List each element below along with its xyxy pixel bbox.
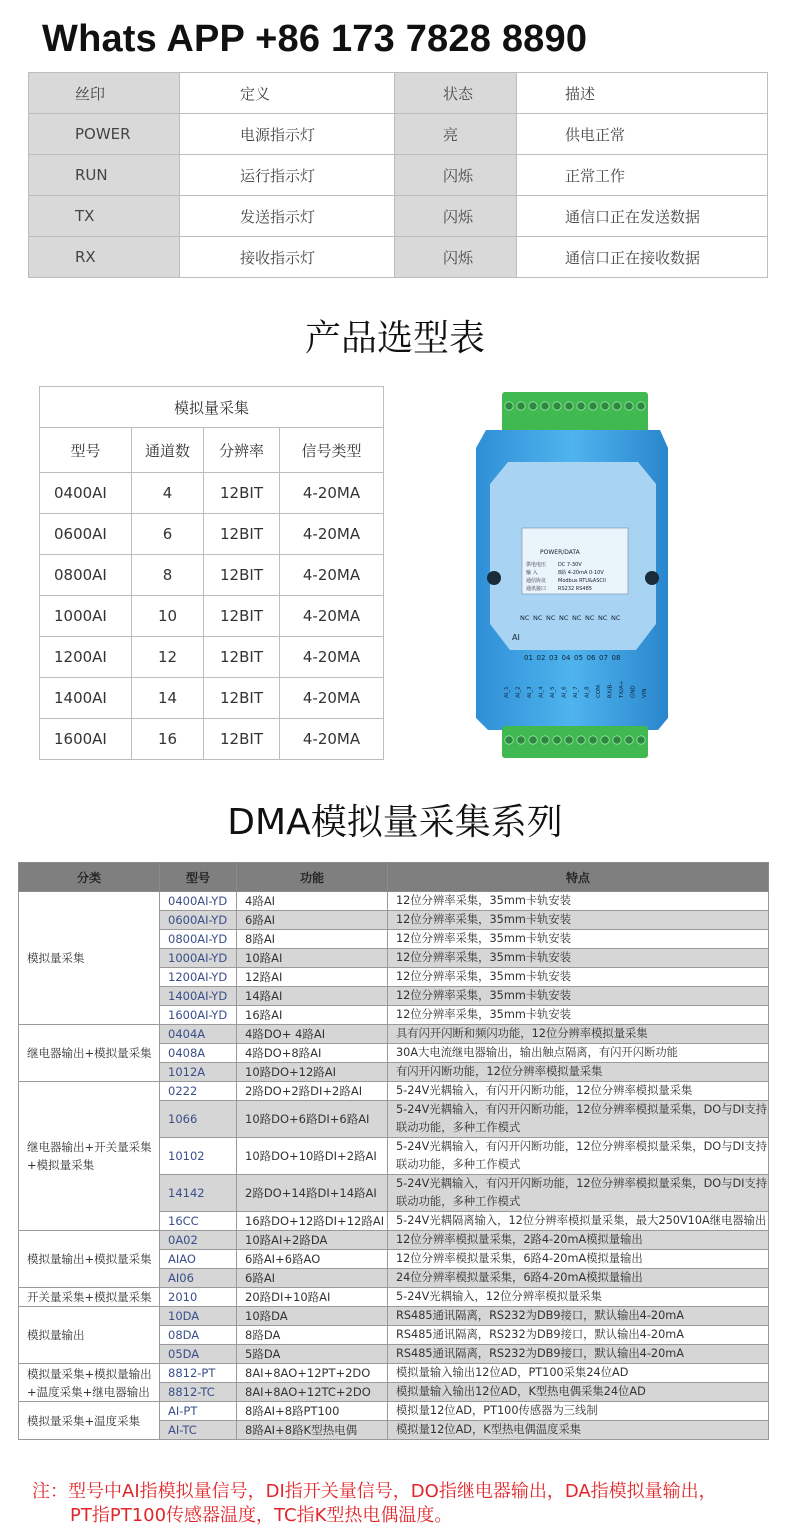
- series-model: 0404A: [160, 1025, 237, 1044]
- panel-led-label: NC: [546, 614, 556, 622]
- selection-cell: 1600AI: [40, 719, 132, 760]
- series-category: 继电器输出+模拟量采集: [19, 1025, 160, 1082]
- bottom-terminal-label: AI_3: [527, 686, 533, 698]
- series-feature: 12位分辨率模拟量采集，6路4-20mA模拟量输出: [388, 1250, 769, 1269]
- led-cell: 丝印: [29, 73, 180, 114]
- series-model: 16CC: [160, 1212, 237, 1231]
- selection-header-row: [40, 428, 384, 473]
- series-feature: 模拟量输入输出12位AD，K型热电偶采集24位AD: [388, 1383, 769, 1402]
- panel-led-label: NC: [598, 614, 608, 622]
- bottom-terminal-label: GND: [630, 685, 637, 698]
- led-cell: 状态: [395, 73, 517, 114]
- series-feature: 模拟量12位AD，K型热电偶温度采集: [388, 1421, 769, 1440]
- series-feature: 12位分辨率采集，35mm卡轨安装: [388, 911, 769, 930]
- selection-cell: 12BIT: [204, 596, 280, 637]
- selection-row: [40, 514, 384, 555]
- selection-row: [40, 555, 384, 596]
- selection-cell: 12BIT: [204, 678, 280, 719]
- channel-label: 02: [536, 654, 546, 662]
- terminal-screw: [553, 736, 561, 744]
- led-cell: 接收指示灯: [180, 237, 395, 278]
- channel-label: 01: [524, 654, 533, 662]
- series-category: 模拟量采集: [19, 892, 160, 1025]
- selection-cell: 14: [132, 678, 204, 719]
- terminal-screw: [613, 736, 621, 744]
- series-model: 10DA: [160, 1307, 237, 1326]
- terminal-screw: [601, 736, 609, 744]
- series-function: 16路DO+12路DI+12路AI: [237, 1212, 388, 1231]
- series-function: 4路DO+ 4路AI: [237, 1025, 388, 1044]
- selection-cell: 4-20MA: [280, 514, 384, 555]
- series-model: 1400AI-YD: [160, 987, 237, 1006]
- bottom-terminal-label: AI_1: [504, 686, 510, 698]
- terminal-screw: [565, 736, 573, 744]
- terminal-screw: [637, 736, 645, 744]
- led-cell: 闪烁: [395, 196, 517, 237]
- series-model: 8812-TC: [160, 1383, 237, 1402]
- bottom-terminal-label: AI_7: [573, 686, 579, 698]
- series-feature: 5-24V光耦输入，12位分辨率模拟量采集: [388, 1288, 769, 1307]
- series-function: 2路DO+2路DI+2路AI: [237, 1082, 388, 1101]
- selection-table: [39, 386, 384, 760]
- series-function: 8AI+8AO+12PT+2DO: [237, 1364, 388, 1383]
- series-model: 08DA: [160, 1326, 237, 1345]
- series-function: 6路AI+6路AO: [237, 1250, 388, 1269]
- series-function: 10路DO+12路AI: [237, 1063, 388, 1082]
- terminal-screw: [517, 736, 525, 744]
- series-model: AI-PT: [160, 1402, 237, 1421]
- selection-cell: 6: [132, 514, 204, 555]
- series-model: AI-TC: [160, 1421, 237, 1440]
- spec-value: RS232 RS485: [558, 586, 592, 592]
- spec-label: [522, 528, 628, 594]
- selection-cell: 0400AI: [40, 473, 132, 514]
- spec-key: 通信协议: [526, 578, 547, 584]
- channel-label: 04: [561, 654, 571, 662]
- series-feature: RS485通讯隔离，RS232为DB9接口，默认输出4-20mA: [388, 1345, 769, 1364]
- selection-header-cell: 型号: [40, 428, 132, 473]
- series-model: 0222: [160, 1082, 237, 1101]
- selection-cell: 4-20MA: [280, 719, 384, 760]
- series-function: 10路DO+6路DI+6路AI: [237, 1101, 388, 1138]
- terminal-screw: [505, 402, 513, 410]
- spec-value: DC 7-30V: [558, 562, 582, 568]
- selection-row: [40, 596, 384, 637]
- series-model: 1012A: [160, 1063, 237, 1082]
- series-feature: RS485通讯隔离，RS232为DB9接口，默认输出4-20mA: [388, 1326, 769, 1345]
- spec-value: 8路 4-20mA 0-10V: [558, 570, 604, 576]
- whatsapp-banner: Whats APP +86 173 7828 8890: [42, 18, 588, 60]
- series-feature: 12位分辨率采集，35mm卡轨安装: [388, 892, 769, 911]
- series-model: 2010: [160, 1288, 237, 1307]
- footnote-line-1: 注：型号中AI指模拟量信号，DI指开关量信号，DO指继电器输出，DA指模拟量输出，: [32, 1481, 717, 1502]
- series-feature: 30A大电流继电器输出，输出触点隔离，有闪开闪断功能: [388, 1044, 769, 1063]
- series-function: 2路DO+14路DI+14路AI: [237, 1175, 388, 1212]
- mount-screw-right: [645, 571, 659, 585]
- series-model: 10102: [160, 1138, 237, 1175]
- bottom-terminal-label: AI_5: [550, 686, 556, 698]
- series-header-cell: 特点: [388, 863, 769, 892]
- led-row: [29, 196, 768, 237]
- series-function: 8路DA: [237, 1326, 388, 1345]
- series-row: [19, 892, 769, 911]
- terminal-screw: [613, 402, 621, 410]
- panel-led-label: NC: [520, 614, 530, 622]
- selection-header-cell: 信号类型: [280, 428, 384, 473]
- product-image: [468, 388, 676, 760]
- series-header-cell: 型号: [160, 863, 237, 892]
- selection-cell: 12BIT: [204, 514, 280, 555]
- channel-label: 08: [611, 654, 621, 662]
- series-function: 8路AI+8路PT100: [237, 1402, 388, 1421]
- selection-cell: 12BIT: [204, 637, 280, 678]
- spec-key: 输 入: [526, 570, 538, 576]
- series-header-cell: 分类: [19, 863, 160, 892]
- series-function: 5路DA: [237, 1345, 388, 1364]
- series-function: 4路AI: [237, 892, 388, 911]
- selection-cell: 4-20MA: [280, 637, 384, 678]
- led-header-row: [29, 73, 768, 114]
- series-function: 10路DO+10路DI+2路AI: [237, 1138, 388, 1175]
- series-feature: 5-24V光耦隔离输入，12位分辨率模拟量采集，最大250V10A继电器输出: [388, 1212, 769, 1231]
- selection-cell: 4-20MA: [280, 596, 384, 637]
- selection-cell: 4-20MA: [280, 678, 384, 719]
- series-row: [19, 1307, 769, 1326]
- led-cell: 发送指示灯: [180, 196, 395, 237]
- series-function: 6路AI: [237, 911, 388, 930]
- series-model: 1200AI-YD: [160, 968, 237, 987]
- series-feature: 12位分辨率采集，35mm卡轨安装: [388, 1006, 769, 1025]
- panel-led-label: NC: [533, 614, 543, 622]
- terminal-screw: [625, 402, 633, 410]
- selection-header-cell: 通道数: [132, 428, 204, 473]
- series-feature: 12位分辨率采集，35mm卡轨安装: [388, 987, 769, 1006]
- series-function: 8路AI+8路K型热电偶: [237, 1421, 388, 1440]
- selection-title: 产品选型表: [304, 318, 485, 359]
- series-row: [19, 1025, 769, 1044]
- terminal-screw: [517, 402, 525, 410]
- led-cell: 闪烁: [395, 237, 517, 278]
- selection-row: [40, 678, 384, 719]
- selection-cell: 4-20MA: [280, 473, 384, 514]
- series-function: 20路DI+10路AI: [237, 1288, 388, 1307]
- spec-key: 通讯接口: [526, 586, 547, 592]
- selection-cell: 8: [132, 555, 204, 596]
- led-cell: 闪烁: [395, 155, 517, 196]
- series-feature: 5-24V光耦输入，有闪开闪断功能，12位分辨率模拟量采集，DO与DI支持联动功能，多种工作模式: [388, 1175, 769, 1212]
- selection-cell: 0600AI: [40, 514, 132, 555]
- series-function: 10路AI: [237, 949, 388, 968]
- series-header-cell: 功能: [237, 863, 388, 892]
- selection-cell: 4-20MA: [280, 555, 384, 596]
- series-model: 0400AI-YD: [160, 892, 237, 911]
- channel-label: 06: [586, 654, 596, 662]
- series-feature: 12位分辨率采集，35mm卡轨安装: [388, 930, 769, 949]
- bottom-terminal-label: COM: [596, 685, 602, 698]
- series-function: 4路DO+8路AI: [237, 1044, 388, 1063]
- series-feature: 24位分辨率模拟量采集，6路4-20mA模拟量输出: [388, 1269, 769, 1288]
- led-cell: 通信口正在发送数据: [517, 196, 768, 237]
- footnote: [32, 1480, 772, 1528]
- spec-key: 供电电压: [526, 562, 547, 568]
- series-table: [18, 862, 769, 1440]
- series-model: 0A02: [160, 1231, 237, 1250]
- terminal-screw: [541, 736, 549, 744]
- terminal-screw: [529, 736, 537, 744]
- led-cell: RX: [29, 237, 180, 278]
- series-category: 模拟量输出: [19, 1307, 160, 1364]
- led-indicator-table: [28, 72, 768, 278]
- series-function: 14路AI: [237, 987, 388, 1006]
- terminal-screw: [553, 402, 561, 410]
- selection-row: [40, 637, 384, 678]
- selection-cell: 10: [132, 596, 204, 637]
- selection-cell: 16: [132, 719, 204, 760]
- terminal-screw: [589, 736, 597, 744]
- series-model: 0800AI-YD: [160, 930, 237, 949]
- led-cell: 通信口正在接收数据: [517, 237, 768, 278]
- series-feature: 5-24V光耦输入，有闪开闪断功能，12位分辨率模拟量采集，DO与DI支持联动功能，多种工作模式: [388, 1138, 769, 1175]
- selection-cell: 12BIT: [204, 473, 280, 514]
- terminal-screw: [625, 736, 633, 744]
- led-cell: TX: [29, 196, 180, 237]
- series-category: 开关量采集+模拟量采集: [19, 1288, 160, 1307]
- mount-screw-left: [487, 571, 501, 585]
- terminal-screw: [505, 736, 513, 744]
- series-category: 模拟量采集+模拟量输出+温度采集+继电器输出: [19, 1364, 160, 1402]
- series-model: 8812-PT: [160, 1364, 237, 1383]
- selection-row: [40, 473, 384, 514]
- channel-label: 05: [574, 654, 583, 662]
- series-feature: 具有闪开闪断和频闪功能，12位分辨率模拟量采集: [388, 1025, 769, 1044]
- led-cell: 运行指示灯: [180, 155, 395, 196]
- ai-label: AI: [512, 633, 520, 642]
- led-cell: 电源指示灯: [180, 114, 395, 155]
- series-feature: RS485通讯隔离，RS232为DB9接口，默认输出4-20mA: [388, 1307, 769, 1326]
- bottom-terminal-label: AI_4: [538, 686, 545, 698]
- led-cell: 描述: [517, 73, 768, 114]
- series-function: 10路DA: [237, 1307, 388, 1326]
- series-function: 8AI+8AO+12TC+2DO: [237, 1383, 388, 1402]
- channel-label: 03: [549, 654, 558, 662]
- series-function: 12路AI: [237, 968, 388, 987]
- series-category: 继电器输出+开关量采集+模拟量采集: [19, 1082, 160, 1231]
- selection-cell: 1200AI: [40, 637, 132, 678]
- led-cell: 定义: [180, 73, 395, 114]
- terminal-screw: [541, 402, 549, 410]
- terminal-screw: [577, 736, 585, 744]
- terminal-screw: [637, 402, 645, 410]
- series-model: 1000AI-YD: [160, 949, 237, 968]
- series-feature: 有闪开闪断功能，12位分辨率模拟量采集: [388, 1063, 769, 1082]
- series-category: 模拟量采集+温度采集: [19, 1402, 160, 1440]
- led-cell: POWER: [29, 114, 180, 155]
- series-row: [19, 1288, 769, 1307]
- series-row: [19, 1402, 769, 1421]
- series-model: 1066: [160, 1101, 237, 1138]
- series-row: [19, 1082, 769, 1101]
- series-feature: 5-24V光耦输入，有闪开闪断功能，12位分辨率模拟量采集，DO与DI支持联动功能，多种工作模式: [388, 1101, 769, 1138]
- series-model: 1600AI-YD: [160, 1006, 237, 1025]
- bottom-terminal-label: VIN: [642, 688, 648, 698]
- terminal-screw: [565, 402, 573, 410]
- bottom-terminal-label: AI_6: [561, 686, 568, 698]
- series-model: 14142: [160, 1175, 237, 1212]
- series-function: 6路AI: [237, 1269, 388, 1288]
- series-model: 0408A: [160, 1044, 237, 1063]
- series-function: 8路AI: [237, 930, 388, 949]
- series-row: [19, 1364, 769, 1383]
- series-feature: 模拟量12位AD，PT100传感器为三线制: [388, 1402, 769, 1421]
- terminal-screw: [577, 402, 585, 410]
- series-feature: 12位分辨率采集，35mm卡轨安装: [388, 949, 769, 968]
- panel-led-label: NC: [559, 614, 569, 622]
- channel-label: 07: [599, 654, 608, 662]
- series-title: DMA模拟量采集系列: [227, 802, 563, 843]
- series-model: AIAO: [160, 1250, 237, 1269]
- selection-cell: 1000AI: [40, 596, 132, 637]
- led-cell: RUN: [29, 155, 180, 196]
- selection-table-title: 模拟量采集: [40, 387, 384, 428]
- selection-cell: 12: [132, 637, 204, 678]
- led-row: [29, 237, 768, 278]
- selection-cell: 1400AI: [40, 678, 132, 719]
- led-cell: 亮: [395, 114, 517, 155]
- bottom-terminal-label: RX/B-: [607, 682, 614, 698]
- panel-led-label: NC: [572, 614, 582, 622]
- bottom-terminal-label: TX/A+: [619, 680, 625, 698]
- series-model: AI06: [160, 1269, 237, 1288]
- terminal-screw: [529, 402, 537, 410]
- series-model: 05DA: [160, 1345, 237, 1364]
- series-model: 0600AI-YD: [160, 911, 237, 930]
- selection-cell: 12BIT: [204, 719, 280, 760]
- selection-cell: 4: [132, 473, 204, 514]
- bottom-terminal-label: AI_8: [584, 686, 591, 698]
- led-row: [29, 155, 768, 196]
- series-function: 10路AI+2路DA: [237, 1231, 388, 1250]
- series-feature: 5-24V光耦输入，有闪开闪断功能，12位分辨率模拟量采集: [388, 1082, 769, 1101]
- selection-row: [40, 719, 384, 760]
- selection-cell: 12BIT: [204, 555, 280, 596]
- series-feature: 12位分辨率采集，35mm卡轨安装: [388, 968, 769, 987]
- selection-header-cell: 分辨率: [204, 428, 280, 473]
- selection-cell: 0800AI: [40, 555, 132, 596]
- footnote-line-2: PT指PT100传感器温度，TC指K型热电偶温度。: [70, 1505, 453, 1526]
- series-category: 模拟量输出+模拟量采集: [19, 1231, 160, 1288]
- bottom-terminal-label: AI_2: [515, 686, 522, 698]
- panel-led-label: NC: [585, 614, 595, 622]
- terminal-screw: [589, 402, 597, 410]
- series-feature: 模拟量输入输出12位AD，PT100采集24位AD: [388, 1364, 769, 1383]
- panel-title: POWER/DATA: [540, 549, 580, 556]
- series-feature: 12位分辨率模拟量采集，2路4-20mA模拟量输出: [388, 1231, 769, 1250]
- led-row: [29, 114, 768, 155]
- series-function: 16路AI: [237, 1006, 388, 1025]
- terminal-screw: [601, 402, 609, 410]
- selection-title-row: [40, 387, 384, 428]
- led-cell: 供电正常: [517, 114, 768, 155]
- spec-value: Modbus RTU&ASCII: [558, 578, 606, 584]
- series-row: [19, 1231, 769, 1250]
- led-cell: 正常工作: [517, 155, 768, 196]
- panel-led-label: NC: [611, 614, 621, 622]
